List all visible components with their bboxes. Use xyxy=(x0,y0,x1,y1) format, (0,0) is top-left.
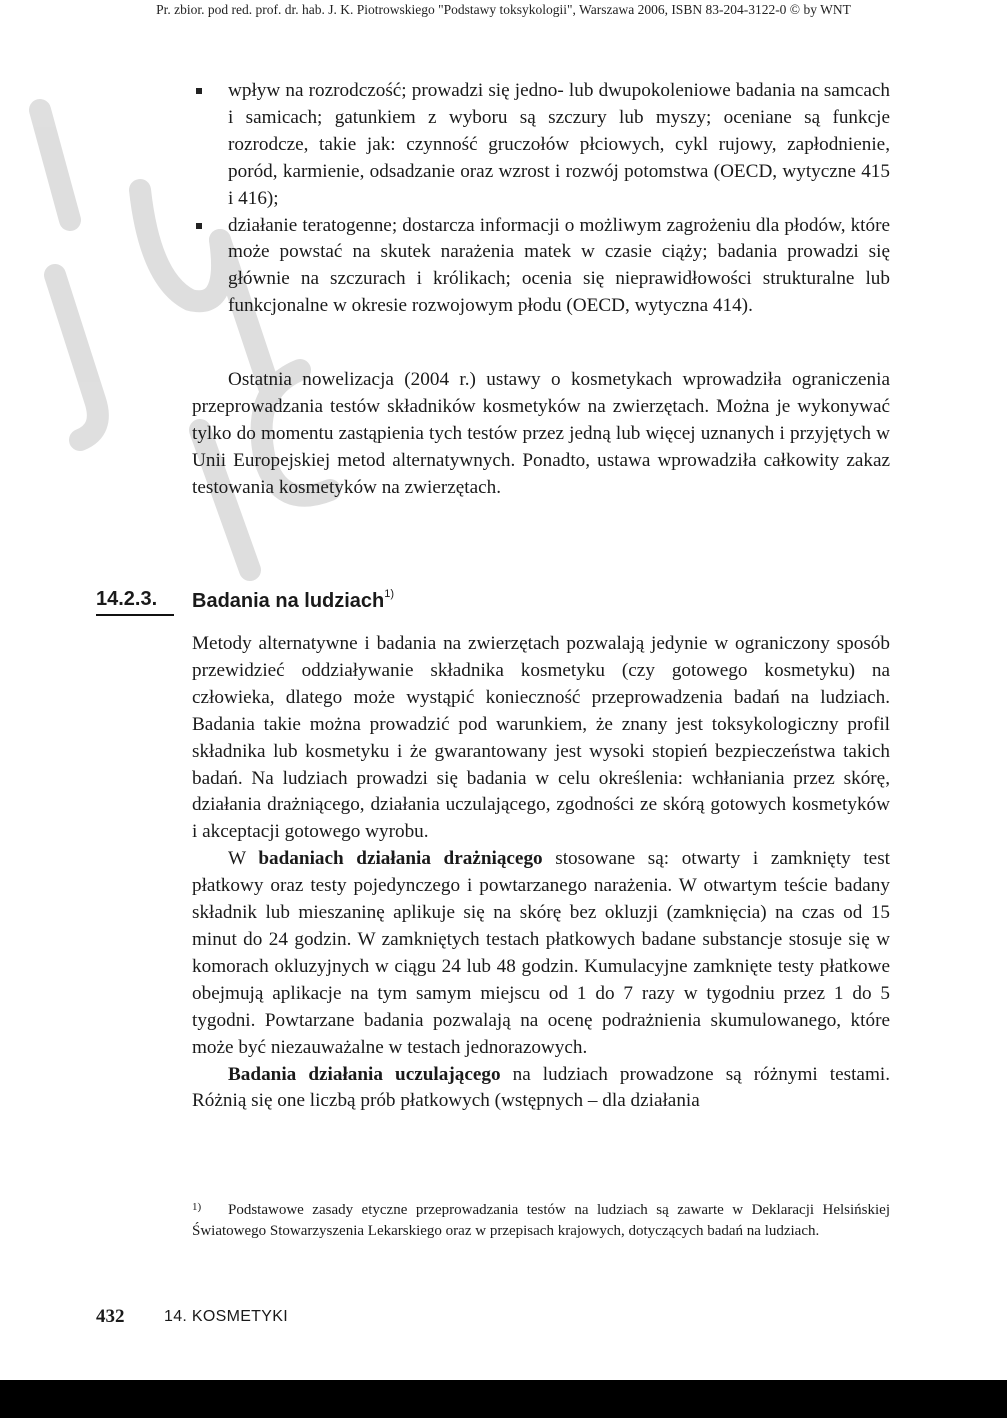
bullet-list xyxy=(192,78,890,320)
page-number: 432 xyxy=(96,1306,125,1327)
bullet-icon xyxy=(196,88,202,94)
citation-header: Pr. zbior. pod red. prof. dr. hab. J. K. Piotrowskiego "Podstawy toksykologii", Warszawa 2006, ISBN 83-204-3122-0 © by WNT xyxy=(156,2,851,17)
body-text xyxy=(192,631,890,1115)
chapter-title: 14. KOSMETYKI xyxy=(164,1308,288,1325)
amendment-paragraph: Ostatnia nowelizacja (2004 r.) ustawy o kosmetykach wprowadziła ograniczenia przeprowadzania testów składników kosmetyków na zwierzętach. Można je wykonywać tylko do momentu zastąpienia tych testów przez jedną lub więcej uznanych i przyjętych w Unii Europejskiej metod alternatywnych. Ponadto, ustawa wprowadziła całkowity zakaz testowania kosmetyków na zwierzętach. xyxy=(192,369,890,498)
heading-underline xyxy=(96,614,174,616)
sensitization-paragraph: Badania działania uczulającego na ludziach prowadzone są różnymi testami. Różnią się one liczbą prób płatkowych (wstępnych – dla działania xyxy=(192,1063,890,1112)
list-item: działanie teratogenne; dostarcza informacji o możliwym zagrożeniu dla płodów, które może powstać na skutek narażenia matek w czasie ciąży; badania prowadzi się głównie na szczurach i królikach; ocenia się nieprawidłowości strukturalne lub funkcjonalne w okresie rozwojowym płodu (OECD, wytyczna 414). xyxy=(192,213,890,321)
irritation-paragraph: W badaniach działania drażniącego stosowane są: otwarty i zamknięty test płatkowy oraz testy pojedynczego i powtarzanego narażenia. W otwartym teście badany składnik lub mieszaninę aplikuje się na skórę bez okluzji (zamknięcia) na czas od 15 minut do 24 godzin. W zamkniętych testach płatkowych badane substancje stosuje się w komorach okluzyjnych w ciągu 24 lub 48 godzin. Kumulacyjne zamknięte testy płatkowe obejmują aplikacje na tym samym miejscu od 1 do 7 razy w tygodniu przez 1 do 5 tygodni. Powtarzane badania pozwalają na ocenę podrażnienia skumulowanego, które może być niezauważalne w testach jednorazowych. xyxy=(192,848,890,1058)
bullet-icon xyxy=(196,223,202,229)
page-footer xyxy=(96,1306,496,1330)
methods-paragraph: Metody alternatywne i badania na zwierzętach pozwalają jedynie w ograniczony sposób przewidzieć oddziaływanie składnika kosmetyku (czy gotowego kosmetyku) na człowieka, dlatego może wystąpić konieczność przeprowadzenia badań na ludziach. Badania takie można prowadzić pod warunkiem, że znany jest toksykologiczny profil składnika lub kosmetyku i że gwarantowany jest wysoki stopień bezpieczeństwa takich badań. Na ludziach prowadzi się badania w celu określenia: wchłaniania przez skórę, działania drażniącego, działania uczulającego, zgodności ze skórą gotowych kosmetyków i akceptacji gotowego wyrobu. xyxy=(192,633,890,843)
section-heading xyxy=(96,584,896,616)
list-item: wpływ na rozrodczość; prowadzi się jedno- lub dwupokoleniowe badania na samcach i samicach; gatunkiem z wyboru są szczury lub myszy; oceniane są funkcje rozrodcze, takie jak: czynność gruczołów płciowych, cykl rujowy, zapłodnienie, poród, karmienie, odsadzanie oraz wzrost i rozwój potomstwa (OECD, wytyczne 415 i 416); xyxy=(192,78,890,213)
footnote-text: Podstawowe zasady etyczne przeprowadzania testów na ludziach są zawarte w Deklaracji Helsińskiej Światowego Stowarzyszenia Lekarskiego oraz w przepisach krajowych, dotyczących badań na ludziach. xyxy=(192,1202,890,1239)
footnote-reference: 1) xyxy=(384,588,395,600)
section-number: 14.2.3. xyxy=(96,588,158,610)
footnote xyxy=(192,1200,890,1242)
section-title: Badania na ludziach$^{1)}$ xyxy=(192,588,395,612)
footnote-mark: 1) xyxy=(192,1201,202,1213)
